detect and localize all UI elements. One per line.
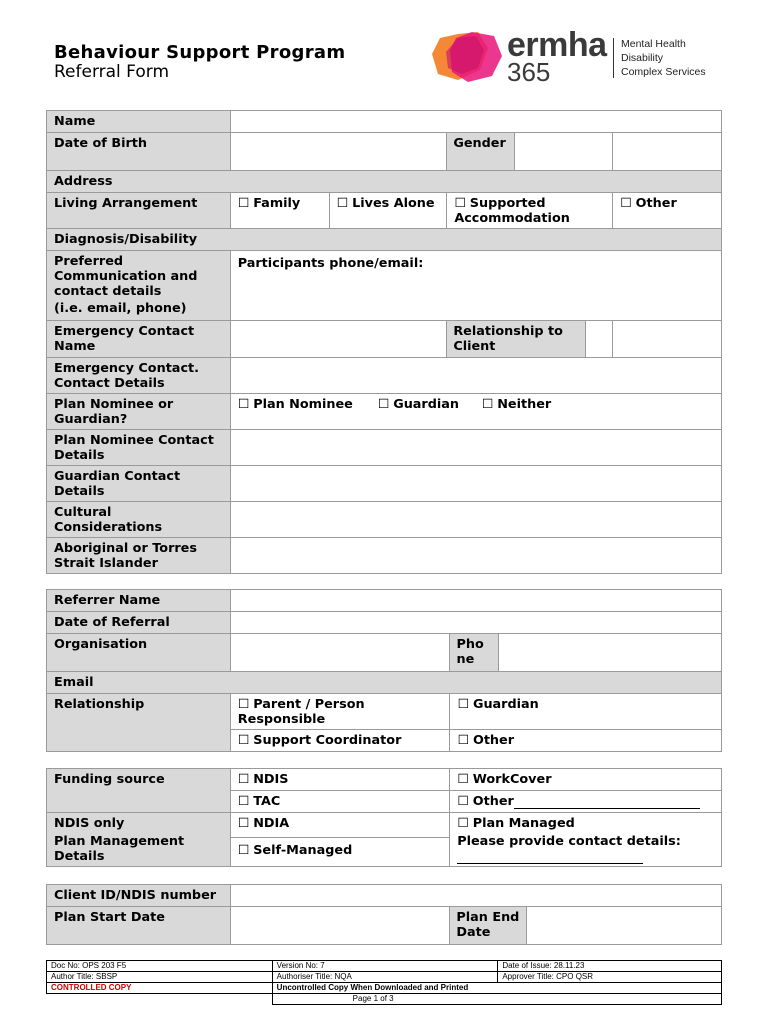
empty-checkbox-icon: ☐ — [237, 772, 250, 787]
nominee-details-field[interactable] — [230, 430, 721, 466]
relationship-label: Relationship — [47, 694, 231, 752]
empty-checkbox-icon: ☐ — [481, 397, 494, 412]
authoriser-title: Authoriser Title: NQA — [272, 972, 498, 983]
page-number: Page 1 of 3 — [272, 994, 721, 1005]
relationship-option-other[interactable]: ☐ Other — [450, 730, 722, 752]
guardian-details-field[interactable] — [230, 466, 721, 502]
gender-field-extra[interactable] — [613, 133, 722, 171]
guardian-details-label: Guardian Contact Details — [47, 466, 231, 502]
date-referral-field[interactable] — [230, 612, 721, 634]
client-id-field[interactable] — [230, 885, 721, 907]
empty-checkbox-icon: ☐ — [454, 196, 466, 211]
funding-option-other[interactable]: ☐ Other — [450, 791, 722, 813]
empty-checkbox-icon: ☐ — [336, 196, 349, 211]
living-option-supported[interactable]: ☐ Supported Accommodation — [447, 193, 613, 229]
funding-label: Funding source — [47, 769, 231, 813]
plan-start-label: Plan Start Date — [47, 907, 231, 945]
doc-number: Doc No: OPS 203 F5 — [47, 961, 273, 972]
funding-option-workcover[interactable]: ☐ WorkCover — [450, 769, 722, 791]
empty-checkbox-icon: ☐ — [620, 196, 632, 211]
aboriginal-label: Aboriginal or Torres Strait Islander — [47, 538, 231, 574]
logo-hexagon-icon — [428, 28, 508, 88]
plan-option-self[interactable]: ☐ Self-Managed — [230, 837, 450, 866]
dob-label: Date of Birth — [47, 133, 231, 171]
funding-option-tac[interactable]: ☐ TAC — [230, 791, 450, 813]
living-option-alone[interactable]: ☐ Lives Alone — [329, 193, 447, 229]
uncontrolled-notice: Uncontrolled Copy When Downloaded and Printed — [272, 983, 721, 994]
phone-label: Phone — [450, 634, 499, 671]
funding-option-ndis[interactable]: ☐ NDIS — [230, 769, 450, 791]
living-label: Living Arrangement — [47, 193, 231, 229]
version-number: Version No: 7 — [272, 961, 498, 972]
nominee-option-plan[interactable]: ☐ Plan Nominee — [237, 397, 353, 412]
empty-checkbox-icon: ☐ — [457, 772, 469, 787]
funding-section — [46, 768, 722, 867]
ermha-logo — [428, 28, 728, 88]
logo-tagline: Mental Health Disability Complex Services — [621, 38, 706, 78]
empty-checkbox-icon: ☐ — [237, 842, 250, 858]
relationship-option-parent[interactable]: ☐ Parent / Person Responsible — [230, 694, 450, 730]
nominee-option-neither[interactable]: ☐ Neither — [481, 397, 552, 412]
relationship-client-field[interactable] — [586, 321, 612, 357]
logo-wordmark: ermha — [507, 26, 607, 64]
document-footer — [46, 960, 722, 1005]
living-option-family[interactable]: ☐ Family — [230, 193, 329, 229]
author-title: Author Title: SBSP — [47, 972, 273, 983]
relationship-client-field-extra[interactable] — [613, 321, 722, 358]
form-title: Behaviour Support Program — [54, 42, 346, 63]
participant-contact-field[interactable]: Participants phone/email: — [230, 251, 721, 321]
gender-label: Gender — [447, 133, 515, 170]
communication-label: Preferred Communication and contact details (i.e. email, phone) — [47, 251, 231, 321]
referrer-label: Referrer Name — [47, 590, 231, 612]
empty-checkbox-icon: ☐ — [237, 397, 250, 412]
empty-checkbox-icon: ☐ — [237, 697, 250, 712]
empty-checkbox-icon: ☐ — [237, 196, 250, 211]
nominee-details-label: Plan Nominee Contact Details — [47, 430, 231, 466]
issue-date: Date of Issue: 28.11.23 — [498, 961, 722, 972]
approver-title: Approver Title: CPO QSR — [498, 972, 722, 983]
nominee-option-guardian[interactable]: ☐ Guardian — [377, 397, 460, 412]
plan-start-field[interactable] — [230, 907, 450, 945]
empty-checkbox-icon: ☐ — [457, 816, 469, 831]
empty-checkbox-icon: ☐ — [457, 794, 469, 809]
empty-checkbox-icon: ☐ — [237, 794, 250, 809]
relationship-client-label: Relationship to Client — [447, 321, 586, 357]
gender-field[interactable] — [515, 133, 612, 170]
living-option-other[interactable]: ☐ Other — [613, 193, 722, 229]
plan-end-label: Plan End Date — [450, 907, 527, 944]
date-referral-label: Date of Referral — [47, 612, 231, 634]
referrer-field[interactable] — [230, 590, 721, 612]
plan-management-label: NDIS only Plan Management Details — [47, 813, 231, 867]
emergency-details-field[interactable] — [230, 358, 721, 394]
relationship-option-coordinator[interactable]: ☐ Support Coordinator — [230, 730, 450, 752]
phone-field[interactable] — [499, 634, 721, 671]
aboriginal-field[interactable] — [230, 538, 721, 574]
plan-end-field[interactable] — [527, 907, 721, 944]
plan-contact-line[interactable] — [457, 853, 643, 864]
logo-number: 365 — [507, 57, 551, 87]
empty-checkbox-icon: ☐ — [237, 816, 250, 831]
form-subtitle: Referral Form — [54, 62, 169, 82]
client-id-section — [46, 884, 722, 945]
funding-other-line[interactable] — [514, 808, 700, 809]
plan-option-ndia[interactable]: ☐ NDIA — [230, 813, 450, 838]
plan-option-managed[interactable]: ☐ Plan Managed Please provide contact details: — [450, 813, 722, 867]
relationship-option-guardian[interactable]: ☐ Guardian — [450, 694, 722, 730]
organisation-label: Organisation — [47, 634, 231, 672]
address-label: Address — [47, 171, 722, 193]
nominee-guardian-label: Plan Nominee or Guardian? — [47, 394, 231, 430]
empty-checkbox-icon: ☐ — [377, 397, 390, 412]
referrer-section — [46, 589, 722, 752]
emergency-name-field[interactable] — [230, 321, 447, 358]
empty-checkbox-icon: ☐ — [457, 733, 469, 748]
cultural-field[interactable] — [230, 502, 721, 538]
emergency-name-label: Emergency Contact Name — [47, 321, 231, 358]
email-label: Email — [47, 672, 722, 694]
emergency-details-label: Emergency Contact. Contact Details — [47, 358, 231, 394]
cultural-label: Cultural Considerations — [47, 502, 231, 538]
logo-divider — [613, 38, 614, 78]
empty-checkbox-icon: ☐ — [237, 733, 250, 748]
organisation-field[interactable] — [230, 634, 450, 672]
participant-section — [46, 110, 722, 574]
client-id-label: Client ID/NDIS number — [47, 885, 231, 907]
empty-checkbox-icon: ☐ — [457, 697, 469, 712]
name-field[interactable] — [230, 111, 721, 133]
dob-field[interactable] — [230, 133, 447, 171]
name-label: Name — [47, 111, 231, 133]
diagnosis-label: Diagnosis/Disability — [47, 229, 722, 251]
controlled-copy: CONTROLLED COPY — [47, 983, 273, 994]
